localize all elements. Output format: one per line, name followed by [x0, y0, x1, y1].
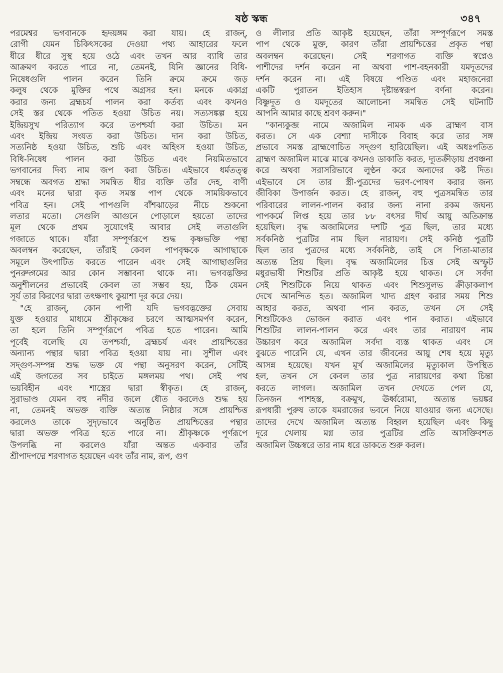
- text-line: দর্শন করেন না। এই বিষয়ে পণ্ডিত এবং মহাজনেরা: [255, 73, 493, 84]
- text-line: কলুষ থেকে মুক্তির পথে অগ্রসর হন। মনকে একাগ্র: [10, 85, 248, 96]
- text-line: সমূলে উৎপাটিত করতে পারেন এবং সেই আগাছাগুলির: [10, 256, 248, 267]
- text-line: রোগী যেমন চিকিৎসকের দেওয়া পথ্য আহারের ফলে: [10, 39, 248, 50]
- text-line: "হে রাজন্‌, কোন পাপী যদি ভগবদ্ভক্তের সেবায়: [20, 302, 248, 313]
- text-line: মূল থেকে প্রথম সুযোগেই আবার সেই লতাগুলি: [10, 222, 248, 233]
- text-line: ভগবানের দিব্য নাম জপ করা উচিত। এইভাবে ধর্মতত্ত্ব: [10, 165, 248, 176]
- text-line: আসন্ন হয়েছে। যখন মূর্খ অজামিলের মৃত্যুকাল উপস্থিত: [255, 359, 493, 370]
- text-line: অন্যান্য পন্থার দ্বারা পবিত্র হওয়া যায় না। সুশীল এবং: [10, 348, 248, 359]
- text-line: অত্যন্ত প্রিয় ছিল। বৃদ্ধ অজামিলের চিত্ত সেই অস্ফুট: [255, 256, 493, 267]
- text-line: অনুশীলনের প্রভাবেই কেবল তা সম্ভব হয়, ঠিক যেমন: [10, 279, 248, 290]
- text-line: অবলম্বন করেছেন, তাঁরাই কেবল পাপবৃক্ষকে আগাছাকে: [10, 245, 248, 256]
- text-line: পবিত্র হন। সেই পাপগুলি বাঁশঝাড়ের নীচে শুকনো: [10, 199, 248, 210]
- text-line: একটি পুরাতন ইতিহাস দৃষ্টান্তস্বরূপ বর্ণনা করেন।: [255, 85, 493, 96]
- text-line: পাপ থেকে মুক্ত, কারণ তাঁরা প্রায়শ্চিত্তের প্রকৃত পন্থা: [255, 39, 493, 50]
- text-line: "কান্যকুব্জ নামে অজামিল নামক এক ব্রাহ্মণ বাস: [265, 119, 493, 130]
- text-line: শিশুটিকেও ভোজন করাত এবং পান করাত। এইভাবে: [255, 313, 493, 324]
- text-line: শিশুটির লালন-পালন করে এবং তার নারায়ণ নাম: [255, 325, 493, 336]
- text-line: এবং ইন্দ্রিয় সংযত করা উচিত। দান করা উচিত,: [10, 130, 248, 141]
- text-line: আক্রমণ করতে পারে না, তেমনই, যিনি জ্ঞানের বিধি-: [10, 62, 248, 73]
- text-line: যুক্ত হওয়ার মাধ্যমে শ্রীকৃষ্ণের চরণে আত্মসমর্পণ করেন,: [10, 313, 248, 324]
- text-line: এবং মনের দ্বারা কৃত সমস্ত পাপ থেকে সাময়িকভাবে: [10, 188, 248, 199]
- text-line: অজামিল উচ্চস্বরে তার নাম ধরে ডাকতে শুরু করল।: [255, 439, 425, 450]
- text-line: নিষেধগুলি পালন করেন তিনি ক্রমে ক্রমে জড়: [10, 73, 248, 84]
- text-line: পুনরুদ্গমের আর কোন সম্ভাবনা থাকে না। ভগবদ্ভক্তির: [10, 268, 248, 279]
- text-line: মধুরভাষী শিশুটির প্রতি আকৃষ্ট হয়ে থাকত। সে সর্বদা: [255, 268, 493, 279]
- text-line: দূরে খেলায় মগ্ন তার পুত্রটির প্রতি আসক্তিবশত: [255, 428, 493, 439]
- text-line: দ্বারা অভক্ত পবিত্র হতে পারে না। শ্রীকৃষ্ণকে পূর্ণরূপে: [10, 428, 248, 439]
- text-columns: [10, 28, 493, 660]
- text-line: হয়েছিল। বৃদ্ধ অজামিলের দশটি পুত্র ছিল, তার মধ্যে: [255, 222, 493, 233]
- text-line: প্রভাবে সমস্ত ব্রাহ্মণোচিত সদ্গুণ হারিয়েছিল। এই অধঃপতিত: [255, 142, 493, 153]
- text-line: করতে লাগল। অজামিল তখন দেখতে পেল যে,: [255, 382, 493, 393]
- text-line: ইন্দ্রিয়সুখ পরিত্যাগ করে তপশ্চর্যা করা উচিত। মন: [10, 119, 248, 130]
- text-line: এইভাবে সে তার স্ত্রী-পুত্রদের ভরণ-পোষণ করার জন্য: [255, 176, 493, 187]
- text-line: করত। সে এক বেশ্যা দাসীকে বিবাহ করে তার সঙ্গ: [255, 130, 493, 141]
- text-line: সেই শিশুটিকে নিয়ে থাকত এবং শিশুসুলভ ক্রীড়াকলাপ: [255, 279, 493, 290]
- text-line: দেখে আনন্দিত হত। অজামিল খাদ্য গ্রহণ করার সময় শিশু: [255, 291, 493, 302]
- text-line: গজাতে থাকে। যাঁরা সম্পূর্ণরূপে শুদ্ধ কৃষ্ণভক্তি পন্থা: [10, 233, 248, 244]
- text-line: না, তেমনই অভক্ত ব্যক্তি অত্যন্ত নিষ্ঠার সঙ্গে প্রায়শ্চিত্ত: [10, 405, 248, 416]
- text-line: ও লীলার প্রতি আকৃষ্ট হয়েছেন, তাঁরা সম্পূর্ণরূপে সমস্ত: [255, 28, 493, 38]
- text-line: পাপকর্মে লিপ্ত হয়ে তার ৮৮ বৎসর দীর্ঘ আয়ু অতিক্রান্ত: [255, 211, 493, 221]
- text-line: ব্রাহ্মণ অজামিল মাঝে মাঝে কখনও ডাকাতি করত, দ্যূতক্রীড়ায় প্রবঞ্চনা: [255, 153, 493, 164]
- text-line: সুরাভাণ্ড যেমন বহু নদীর জলে ধৌত করলেও শুদ্ধ হয়: [10, 394, 248, 404]
- text-line: ছিল তার পুত্রদের মধ্যে সর্বকনিষ্ঠ, তাই সে পিতা-মাতার: [255, 245, 493, 256]
- text-line: লতার মতো। সেগুলি আগুনে পোড়ালে হয়তো তাদের: [10, 211, 248, 221]
- text-line: পাশীদের দর্শন করেন না অথবা পাশ-বহনকারী যমদূতদের: [255, 62, 493, 73]
- text-line: সত্যনিষ্ঠ হওয়া উচিত, শুচি এবং অহিংস হওয়া উচিত,: [10, 142, 248, 153]
- text-line: করার জন্য ব্রহ্মচর্য পালন করা কর্তব্য এবং কখনও: [10, 96, 248, 107]
- text-line: সম্বন্ধে অবগত শ্রদ্ধা সমন্বিত ধীর ব্যক্তি তাঁর দেহ, বাণী: [10, 176, 248, 187]
- text-line: হল, তখন সে কেবল তার পুত্র নারায়ণের কথা চিন্তা: [255, 371, 493, 382]
- text-line: বিধি-নিষেধ পালন করা উচিত এবং নিয়মিতভাবে: [10, 153, 248, 164]
- text-line: শ্রীপাদপদ্মে শরণাগত হয়েছেন এবং তাঁর নাম, রূপ, গুণ: [10, 451, 188, 462]
- text-line: রূপধারী পুরুষ তাকে যমরাজের ভবনে নিয়ে যাওয়ার জন্য এসেছে।: [255, 405, 493, 416]
- running-title: ষষ্ঠ স্কন্ধ: [235, 13, 268, 25]
- text-line: উপলব্ধি না করলেও যাঁরা অন্তত একবার তাঁর: [10, 439, 248, 450]
- text-line: জীবিকা উপার্জন করত। হে রাজন্‌, বহু পুত্রসমন্বিত তার: [255, 188, 493, 199]
- text-line: ভয়বিহীন এবং শাস্ত্রের দ্বারা স্বীকৃত। হে রাজন্‌,: [10, 382, 248, 393]
- page-number: ৩৪৭: [460, 13, 481, 25]
- text-line: তাদের দেখে অজামিল অত্যন্ত বিহ্বল হয়েছিল এবং কিছু: [255, 416, 493, 427]
- text-line: আপনি আমার কাছে শ্রবণ করুন।": [255, 108, 367, 119]
- text-line: বিষ্ণুদূত ও যমদূতের আলোচনা সমন্বিত সেই ঘটনাটি: [255, 96, 493, 107]
- right-column: [256, 28, 494, 660]
- left-column: [10, 28, 248, 660]
- text-line: পূর্বেই বলেছি যে তপশ্চর্যা, ব্রহ্মচর্য এবং প্রায়শ্চিত্তের: [10, 336, 248, 347]
- text-line: অবলম্বন করেছেন। সেই শরণাগত ব্যক্তি স্বপ্নেও: [255, 50, 493, 61]
- text-line: ধীরে ধীরে সুস্থ হয়ে ওঠে এবং তখন আর ব্যাধি তার: [10, 50, 248, 61]
- page-header: [10, 10, 493, 28]
- text-line: পরিবারের লালন-পালন করার জন্য নানা রকম জঘন্য: [255, 199, 493, 210]
- text-line: পরমেশ্বর ভগবানকে হৃদয়ঙ্গম করা যায়। হে রাজন্‌,: [10, 28, 248, 38]
- text-line: উচ্চারণ করে অজামিল সর্বদা ব্যস্ত থাকত এবং সে: [255, 336, 493, 347]
- text-line: তিনজন পাশহস্ত, বক্রমুখ, ঊর্ধ্বরোমা, অত্যন্ত ভয়ঙ্কর: [255, 394, 493, 404]
- text-line: সর্বকনিষ্ঠ পুত্রটির নাম ছিল নারায়ণ। সেই কনিষ্ঠ পুত্রটি: [255, 233, 493, 244]
- text-line: সদ্গুণ-সম্পন্ন শুদ্ধ ভক্ত যে পন্থা অনুসরণ করেন, সেটিই: [10, 359, 248, 370]
- text-line: তা হলে তিনি সম্পূর্ণরূপে পবিত্র হতে পারেন। আমি: [10, 325, 248, 336]
- text-line: বুঝতে পারেনি যে, এখন তার জীবনের আয়ু শেষ হয়ে মৃত্যু: [255, 348, 493, 359]
- text-line: সূর্য তার কিরণের দ্বারা তৎক্ষণাৎ কুয়াশা দূর করে দেয়।: [10, 291, 183, 302]
- text-line: করলেও তাকে সুদৃঢ়ভাবে অনুষ্ঠিত প্রায়শ্চিত্তের পন্থার: [10, 416, 248, 427]
- text-line: করে অথবা সরাসরিভাবে লুণ্ঠন করে অন্যদের কষ্ট দিত।: [255, 165, 493, 176]
- text-line: সেই স্তর থেকে পতিত হওয়া উচিত নয়। সত্যসঙ্কল্প হয়ে: [10, 108, 248, 119]
- text-line: এই জগতের সব চাইতে মঙ্গলময় পথ। সেই পথ: [10, 371, 248, 382]
- text-line: আহার করত, অথবা পান করত, তখন সে সেই: [255, 302, 493, 313]
